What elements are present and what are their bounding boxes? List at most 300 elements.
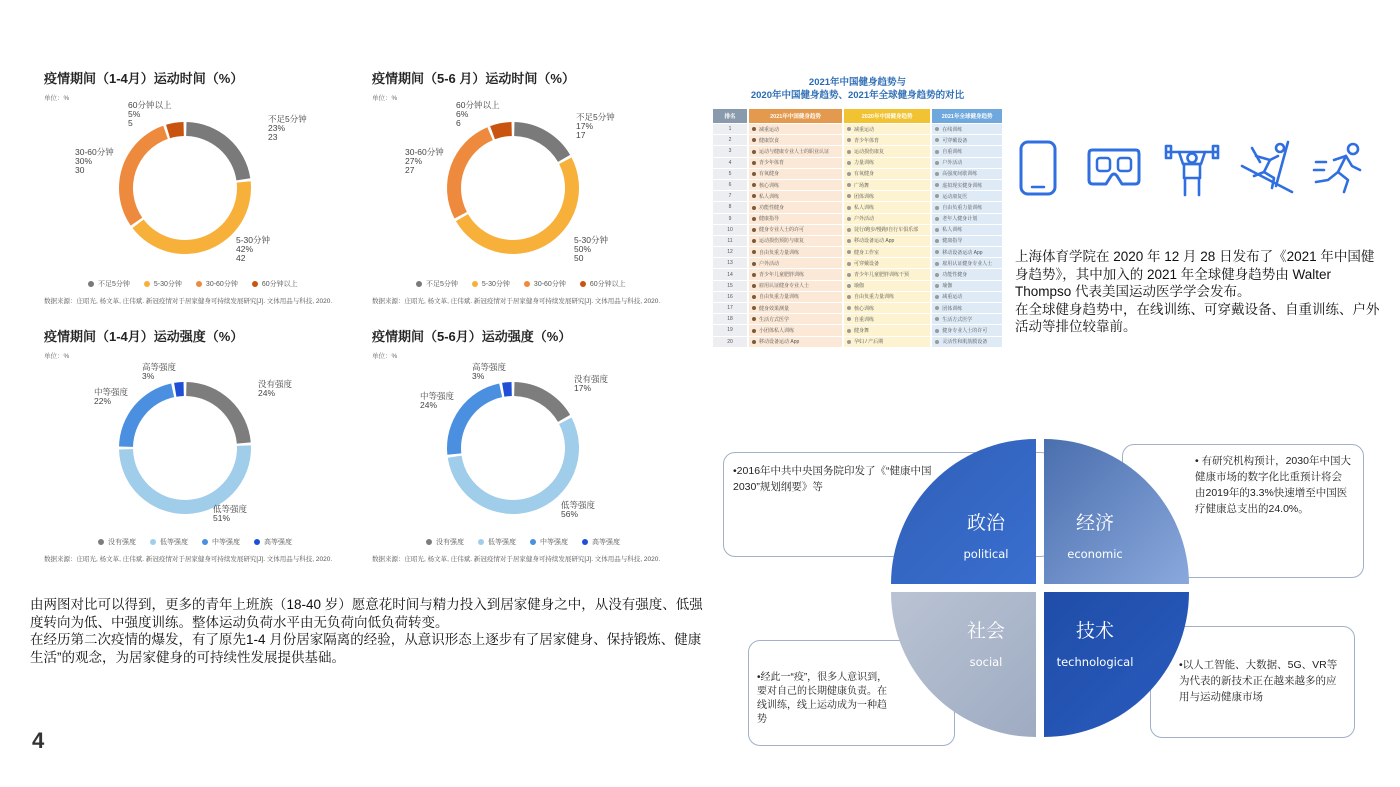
- legend-swatch: [426, 539, 432, 545]
- cell-text: 私人训练: [942, 227, 963, 234]
- table-row: [713, 124, 1002, 134]
- trend-marker-icon: [935, 239, 939, 243]
- legend-item: [88, 279, 130, 289]
- trend-cell: [844, 292, 930, 302]
- cell-text: 3: [728, 148, 732, 155]
- chart-unit: 单位：%: [44, 95, 70, 102]
- legend-item: [150, 537, 188, 547]
- legend-item: [580, 279, 626, 289]
- cell-text: 健身工作室: [854, 249, 880, 256]
- chart-source: 数据来源：庄昭光, 杨文革, 庄伟斌. 新冠疫情对于居家健身可持续发展研究[J]. 文体用品与科技, 2020.: [44, 556, 333, 563]
- slice-label-line: 51%: [213, 513, 231, 523]
- page-number: 4: [32, 728, 45, 753]
- social-note: •经此一“疫”，很多人意识到，要对自己的长期健康负责。在线训练，线上运动成为一种趋势: [757, 672, 888, 725]
- cell-text: 自由负重力量训练: [942, 204, 983, 211]
- economic-label-en: economic: [1067, 547, 1123, 561]
- cell-text: 力量训练: [854, 160, 875, 167]
- cell-text: 自由负重力量训练: [759, 249, 800, 256]
- trend-cell: [932, 337, 1002, 347]
- donut-slice: [447, 127, 493, 218]
- trend-cell: [749, 158, 842, 168]
- trend-marker-icon: [847, 273, 851, 277]
- legend-item: [524, 279, 566, 289]
- trend-cell: [932, 325, 1002, 335]
- pest-circle: [889, 437, 1191, 739]
- table-row: [713, 169, 1002, 179]
- legend-swatch: [472, 281, 478, 287]
- trend-marker-icon: [752, 161, 756, 165]
- cell-text: 瑜伽: [854, 283, 865, 290]
- trend-marker-icon: [752, 172, 756, 176]
- slice-label: [268, 114, 307, 142]
- trend-cell: [749, 258, 842, 268]
- legend-swatch: [150, 539, 156, 545]
- slice-label-line: 50%: [574, 244, 592, 254]
- legend-item: [144, 279, 182, 289]
- trend-cell: [844, 158, 930, 168]
- slice-label-line: 50: [574, 253, 584, 263]
- technological-label-en: technological: [1056, 655, 1134, 669]
- social-label-zh: 社会: [966, 620, 1005, 642]
- cell-text: 移动设备运动 App: [759, 339, 800, 346]
- trend-cell: [844, 169, 930, 179]
- trend-marker-icon: [847, 172, 851, 176]
- trend-cell: [749, 191, 842, 201]
- technological-label-zh: 技术: [1075, 620, 1114, 642]
- trend-cell: [844, 180, 930, 190]
- legend-label: 中等强度: [212, 539, 240, 546]
- trend-marker-icon: [752, 239, 756, 243]
- trend-marker-icon: [935, 295, 939, 299]
- slice-label: [420, 391, 455, 410]
- trend-cell: [932, 135, 1002, 145]
- legend-item: [254, 537, 292, 547]
- trend-marker-icon: [752, 273, 756, 277]
- table-row: [713, 135, 1002, 145]
- cell-text: 17: [727, 305, 733, 312]
- slice-label-line: 17: [576, 130, 586, 140]
- slice-label-line: 中等强度: [94, 387, 129, 397]
- cell-text: 有氧健身: [854, 171, 875, 178]
- analysis-paragraph: 由两图对比可以得到，更多的青年上班族（18-40 岁）愿意花时间与精力投入到居家健身之中，从没有强度、低强度转向为低、中强度训练。整体运动负荷水平由无负荷向低负荷转变。: [30, 597, 703, 630]
- cell-text: 高强度间歇训练: [942, 171, 978, 178]
- trend-cell: [932, 225, 1002, 235]
- slice-label-line: 30-60分钟: [75, 147, 114, 157]
- slice-label: [576, 112, 615, 140]
- legend-item: [416, 279, 458, 289]
- cell-text: 1: [728, 126, 732, 133]
- donut-slice: [514, 122, 570, 162]
- donut-slice: [119, 126, 168, 226]
- table-header: 2020年中国健身趋势: [844, 109, 930, 123]
- trend-marker-icon: [752, 138, 756, 142]
- trend-cell: [749, 281, 842, 291]
- trend-marker-icon: [935, 127, 939, 131]
- rank-cell: [713, 214, 747, 224]
- cell-text: 户外活动: [942, 160, 963, 167]
- cell-text: 5: [728, 170, 732, 177]
- cell-text: 雇用认证健身专业人士: [759, 283, 810, 290]
- slice-label: [236, 235, 271, 263]
- trend-cell: [844, 236, 930, 246]
- slice-label-line: 高等强度: [472, 362, 507, 372]
- legend-label: 30-60分钟: [533, 281, 566, 288]
- trend-cell: [844, 314, 930, 324]
- slice-label: [472, 362, 507, 381]
- chart-legend: [426, 537, 620, 547]
- trend-marker-icon: [847, 239, 851, 243]
- trend-cell: [932, 214, 1002, 224]
- slice-label-line: 6%: [456, 109, 469, 119]
- cell-text: 青少年儿童肥胖训练干预: [854, 272, 910, 279]
- legend-item: [472, 279, 510, 289]
- trend-marker-icon: [847, 150, 851, 154]
- cell-text: 青少年体育: [759, 160, 785, 167]
- trend-cell: [749, 135, 842, 145]
- trend-marker-icon: [935, 317, 939, 321]
- trend-marker-icon: [935, 273, 939, 277]
- cell-text: 健康指导: [759, 216, 780, 223]
- legend-item: [98, 537, 136, 547]
- trend-cell: [844, 281, 930, 291]
- analysis-paragraph: 在经历第二次疫情的爆发，有了原先1-4 月份居家隔离的经验，从意识形态上逐步有了居家健身、保持锻炼、健康生活”的观念，为居家健身的可持续性发展提供基础。: [30, 632, 702, 665]
- trend-cell: [844, 258, 930, 268]
- trend-marker-icon: [847, 284, 851, 288]
- table-title: [711, 76, 1004, 102]
- trend-cell: [844, 202, 930, 212]
- trend-cell: [932, 292, 1002, 302]
- table-row: [713, 314, 1002, 324]
- trend-cell: [844, 146, 930, 156]
- cell-text: 移动设备运动 App: [942, 249, 983, 256]
- slice-label-line: 5%: [128, 109, 141, 119]
- trend-cell: [749, 269, 842, 279]
- political-label: [940, 508, 1032, 561]
- trend-marker-icon: [935, 183, 939, 187]
- slice-label-line: 5: [128, 118, 133, 128]
- table-row: [713, 325, 1002, 335]
- slice-label: [213, 504, 248, 523]
- trend-cell: [844, 337, 930, 347]
- trend-cell: [749, 314, 842, 324]
- rank-cell: [713, 191, 747, 201]
- slice-label: [405, 147, 444, 175]
- donut-slice: [502, 382, 512, 397]
- cell-text: 减重运动: [759, 126, 780, 133]
- cell-text: 20: [727, 338, 733, 345]
- trend-marker-icon: [752, 306, 756, 310]
- cell-text: 青少年儿童肥胖训练: [759, 272, 805, 279]
- cell-text: 14: [727, 271, 733, 278]
- legend-swatch: [580, 281, 586, 287]
- cell-text: 徒行/跑步/慢跑/自行车俱乐部: [854, 227, 919, 234]
- cell-text: 虚拟现实健身训练: [942, 182, 983, 189]
- chart-legend: [88, 279, 298, 289]
- trend-marker-icon: [935, 228, 939, 232]
- slice-label: [574, 235, 609, 263]
- chart-title: 疫情期间（5-6 月）运动时间（%）: [372, 71, 575, 86]
- skiing-icon: [1238, 140, 1296, 196]
- trend-marker-icon: [935, 250, 939, 254]
- legend-label: 低等强度: [160, 539, 188, 546]
- donut-slice: [166, 122, 184, 138]
- slice-label-line: 56%: [561, 509, 579, 519]
- rank-cell: [713, 135, 747, 145]
- cell-text: 团体训练: [854, 193, 875, 200]
- trend-cell: [932, 281, 1002, 291]
- legend-label: 没有强度: [108, 539, 136, 546]
- legend-swatch: [98, 539, 104, 545]
- trend-paragraph: 在全球健身趋势中，在线训练、可穿戴设备、自重训练、户外活动等排位较靠前。: [1015, 301, 1380, 334]
- political-note: •2016年中共中央国务院印发了《“健康中国2030”规划纲要》等: [733, 465, 932, 493]
- cell-text: 生活方式医学: [942, 316, 973, 323]
- cell-text: 16: [727, 293, 733, 300]
- chart-unit: 单位：%: [44, 353, 70, 360]
- cell-text: 11: [727, 237, 733, 244]
- trend-marker-icon: [935, 329, 939, 333]
- slice-label-line: 23: [268, 132, 278, 142]
- cell-text: 减重运动: [942, 294, 963, 301]
- trend-cell: [844, 135, 930, 145]
- chart-unit: 单位：%: [372, 353, 398, 360]
- table-row: [713, 180, 1002, 190]
- slice-label: [94, 387, 129, 406]
- economic-label: [1046, 508, 1144, 561]
- table-row: [713, 292, 1002, 302]
- rank-cell: [713, 269, 747, 279]
- legend-swatch: [524, 281, 530, 287]
- trend-cell: [932, 269, 1002, 279]
- donut-slice: [186, 382, 251, 444]
- trend-cell: [844, 214, 930, 224]
- cell-text: 19: [727, 327, 733, 334]
- cell-text: 老年人健身计划: [942, 216, 978, 223]
- slice-label-line: 3%: [472, 371, 485, 381]
- cell-text: 瑜伽: [942, 283, 953, 290]
- cell-text: 功能性健身: [759, 204, 785, 211]
- rank-cell: [713, 247, 747, 257]
- trend-cell: [932, 169, 1002, 179]
- donut-chart: [388, 100, 638, 270]
- economic-label-zh: 经济: [1075, 512, 1114, 534]
- legend-swatch: [530, 539, 536, 545]
- table-header: 排名: [713, 109, 747, 123]
- cell-text: 运动康复医: [942, 193, 968, 200]
- table-title-line: 2021年中国健身趋势与: [808, 77, 907, 88]
- slice-label: [142, 362, 177, 381]
- legend-item: [196, 279, 238, 289]
- trend-cell: [844, 269, 930, 279]
- donut-slice: [514, 382, 570, 422]
- cell-text: 运动与健康专业人士的职业认证: [759, 148, 830, 155]
- rank-cell: [713, 236, 747, 246]
- trend-cell: [844, 247, 930, 257]
- trend-cell: [844, 124, 930, 134]
- legend-label: 30-60分钟: [205, 281, 238, 288]
- trend-marker-icon: [847, 217, 851, 221]
- trend-marker-icon: [752, 329, 756, 333]
- political-label-en: political: [963, 547, 1009, 561]
- legend-label: 5-30分钟: [481, 281, 510, 288]
- trend-marker-icon: [847, 127, 851, 131]
- trend-cell: [749, 225, 842, 235]
- analysis-text: [30, 596, 710, 666]
- trend-marker-icon: [935, 217, 939, 221]
- slice-label-line: 17%: [574, 383, 592, 393]
- trend-marker-icon: [752, 150, 756, 154]
- donut-slice: [490, 122, 512, 139]
- trend-marker-icon: [752, 228, 756, 232]
- rank-cell: [713, 225, 747, 235]
- slice-label-line: 低等强度: [213, 504, 248, 514]
- trend-marker-icon: [847, 250, 851, 254]
- weightlifting-icon: [1163, 140, 1221, 198]
- slice-label-line: 60分钟以上: [456, 100, 500, 110]
- table-body: [713, 124, 1002, 347]
- political-label-zh: 政治: [966, 512, 1005, 534]
- slice-label: [258, 379, 293, 398]
- technological-label: [1046, 616, 1144, 669]
- trend-cell: [932, 191, 1002, 201]
- rank-cell: [713, 124, 747, 134]
- trend-marker-icon: [752, 217, 756, 221]
- trend-marker-icon: [847, 138, 851, 142]
- trend-marker-icon: [935, 306, 939, 310]
- rank-cell: [713, 146, 747, 156]
- cell-text: 自由负重力量训练: [854, 294, 895, 301]
- trend-cell: [932, 124, 1002, 134]
- table-row: [713, 258, 1002, 268]
- legend-label: 5-30分钟: [153, 281, 182, 288]
- trend-marker-icon: [752, 183, 756, 187]
- cell-text: 核心训练: [854, 305, 875, 312]
- trend-marker-icon: [847, 161, 851, 165]
- slice-label-line: 没有强度: [258, 379, 293, 389]
- cell-text: 青少年体育: [854, 137, 880, 144]
- legend-label: 中等强度: [540, 539, 568, 546]
- trend-marker-icon: [847, 340, 851, 344]
- slice-label-line: 27: [405, 165, 415, 175]
- trend-marker-icon: [752, 295, 756, 299]
- cell-text: 移动设备运动 App: [854, 238, 895, 245]
- trend-marker-icon: [847, 329, 851, 333]
- trend-cell: [749, 124, 842, 134]
- legend-item: [478, 537, 516, 547]
- donut-chart: [60, 360, 310, 530]
- cell-text: 18: [727, 316, 733, 323]
- legend-label: 60分钟以上: [589, 281, 626, 288]
- trend-marker-icon: [935, 340, 939, 344]
- cell-text: 健康指导: [942, 238, 963, 245]
- cell-text: 灵活性和肌筋膜设备: [942, 339, 988, 346]
- social-label-en: social: [969, 655, 1003, 669]
- donut-chart: [60, 100, 310, 270]
- trend-marker-icon: [847, 295, 851, 299]
- slice-label-line: 5-30分钟: [236, 235, 271, 245]
- slice-label: [574, 374, 609, 393]
- cell-text: 6: [728, 182, 732, 189]
- trend-cell: [749, 303, 842, 313]
- cell-text: 健身专业人士的许可: [759, 227, 805, 234]
- table-row: [713, 337, 1002, 347]
- rank-cell: [713, 202, 747, 212]
- cell-text: 自由负重力量训练: [759, 294, 800, 301]
- slice-label-line: 3%: [142, 371, 155, 381]
- trend-cell: [749, 292, 842, 302]
- trend-marker-icon: [847, 262, 851, 266]
- trend-marker-icon: [935, 172, 939, 176]
- rank-cell: [713, 337, 747, 347]
- trend-marker-icon: [935, 194, 939, 198]
- legend-label: 没有强度: [436, 539, 464, 546]
- trend-cell: [932, 180, 1002, 190]
- slice-label-line: 24%: [258, 388, 276, 398]
- cell-text: 健康饮食: [759, 137, 780, 144]
- trend-marker-icon: [847, 194, 851, 198]
- slice-label-line: 不足5分钟: [576, 112, 615, 122]
- trend-marker-icon: [752, 194, 756, 198]
- cell-text: 可穿戴设备: [942, 137, 968, 144]
- slice-label: [561, 500, 596, 519]
- rank-cell: [713, 314, 747, 324]
- cell-text: 减重运动: [854, 126, 875, 133]
- slice-label-line: 27%: [405, 156, 423, 166]
- trend-paragraph: 上海体育学院在 2020 年 12 月 28 日发布了《2021 年中国健身趋势》，其中加入的 2021 年全球健身趋势由 Walter Thompso 代表美国运动医学学会发布。: [1015, 249, 1375, 299]
- cell-text: 4: [728, 159, 732, 166]
- slice-label-line: 高等强度: [142, 362, 177, 372]
- table-header-row: [713, 109, 1002, 123]
- trends-table: [711, 108, 1004, 348]
- running-icon: [1312, 140, 1366, 196]
- donut-slice: [456, 158, 579, 254]
- trend-cell: [749, 180, 842, 190]
- trend-marker-icon: [752, 262, 756, 266]
- chart-source: 数据来源：庄昭光, 杨文革, 庄伟斌. 新冠疫情对于居家健身可持续发展研究[J]. 文体用品与科技, 2020.: [372, 556, 661, 563]
- trend-cell: [749, 236, 842, 246]
- legend-swatch: [252, 281, 258, 287]
- trend-cell: [749, 325, 842, 335]
- legend-label: 低等强度: [488, 539, 516, 546]
- cell-text: 私人训练: [854, 204, 875, 211]
- trend-marker-icon: [935, 284, 939, 288]
- cell-text: 运动损伤康复: [854, 148, 885, 155]
- slice-label-line: 6: [456, 118, 461, 128]
- slice-label-line: 没有强度: [574, 374, 609, 384]
- legend-swatch: [254, 539, 260, 545]
- rank-cell: [713, 158, 747, 168]
- slice-label-line: 不足5分钟: [268, 114, 307, 124]
- trend-cell: [844, 191, 930, 201]
- trend-cell: [932, 236, 1002, 246]
- cell-text: 7: [728, 193, 732, 200]
- cell-text: 广场舞: [854, 182, 870, 189]
- table-row: [713, 191, 1002, 201]
- trend-cell: [749, 202, 842, 212]
- trend-cell: [844, 225, 930, 235]
- trend-cell: [749, 214, 842, 224]
- rank-cell: [713, 303, 747, 313]
- table-row: [713, 269, 1002, 279]
- legend-swatch: [582, 539, 588, 545]
- cell-text: 2: [728, 137, 732, 144]
- rank-cell: [713, 281, 747, 291]
- cell-text: 户外活动: [854, 216, 875, 223]
- trend-cell: [749, 169, 842, 179]
- smartphone-icon: [1018, 139, 1058, 197]
- cell-text: 15: [727, 282, 733, 289]
- chart-source: 数据来源：庄昭光, 杨文革, 庄伟斌. 新冠疫情对于居家健身可持续发展研究[J]. 文体用品与科技, 2020.: [44, 298, 333, 305]
- table-title-line: 2020年中国健身趋势、2021年全球健身趋势的对比: [750, 90, 965, 101]
